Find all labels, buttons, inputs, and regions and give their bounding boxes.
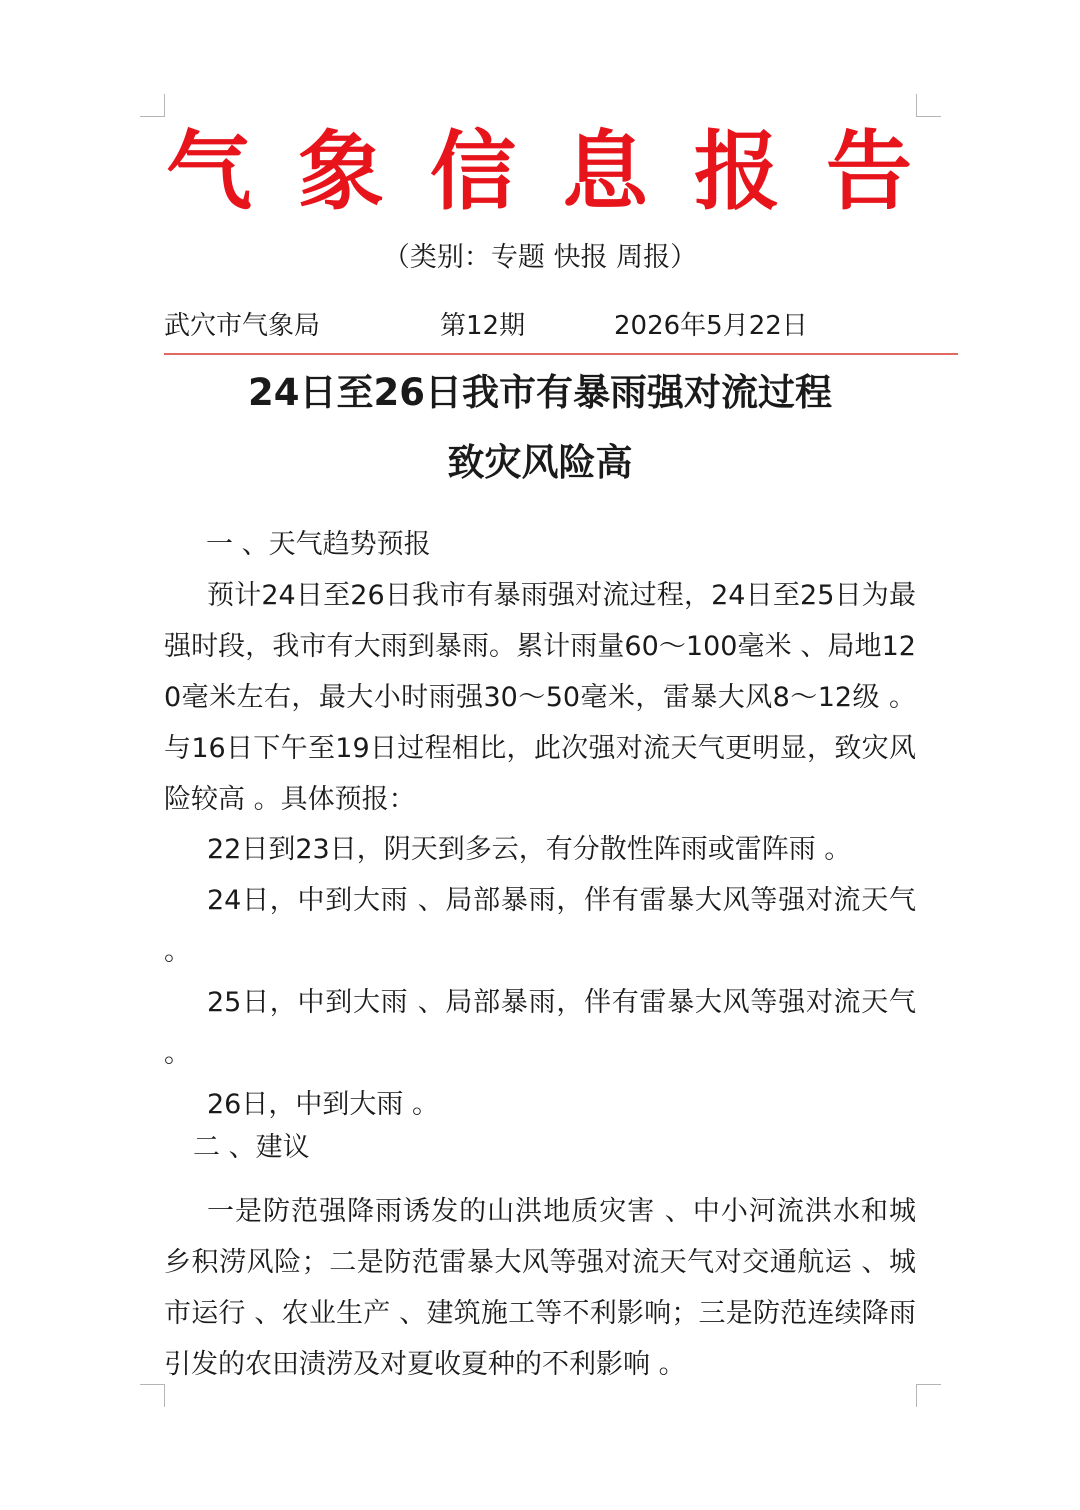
issue-date: 2026年5月22日 [614,311,808,341]
advice-paragraph: 一是防范强降雨诱发的山洪地质灾害 、中小河流洪水和城乡积涝风险；二是防范雷暴大风等强对流天气对交通航运 、城市运行 、农业生产 、建筑施工等不利影响；三是防范连续降雨引发的农田渍涝及对夏收夏种的不利影响 。 [164,1196,916,1380]
issue-number: 第12期 [440,311,526,341]
forecast-paragraph-25: 25日，中到大雨 、局部暴雨，伴有雷暴大风等强对流天气 。 [164,987,916,1069]
corner-mark-bottom-right [916,1384,941,1407]
headline-line-2: 致灾风险高 [447,441,633,484]
section-title-advice: 二 、建议 [193,1132,310,1163]
header-divider [164,353,958,355]
corner-mark-top-left [140,94,165,117]
section-title-forecast: 一 、天气趋势预报 [206,529,431,560]
masthead-title: 气象信息报告 [166,122,958,222]
forecast-paragraph-22-23: 22日到23日，阴天到多云，有分散性阵雨或雷阵雨 。 [207,834,852,865]
headline-line-1: 24日至26日我市有暴雨强对流过程 [248,371,832,414]
forecast-paragraph-24: 24日，中到大雨 、局部暴雨，伴有雷暴大风等强对流天气 。 [164,885,916,967]
corner-mark-bottom-left [140,1384,165,1407]
forecast-paragraph-26: 26日，中到大雨 。 [207,1089,439,1120]
forecast-paragraph-summary: 预计24日至26日我市有暴雨强对流过程，24日至25日为最强时段，我市有大雨到暴雨。累计雨量60～100毫米 、局地120毫米左右，最大小时雨强30～50毫米，雷暴大风8～12级 。与16日下午至19日过程相比，此次强对流天气更明显，致灾风险较高 。具体预报： [164,580,916,815]
category-line: （类别：专题 快报 周报） [382,242,698,273]
issuing-organization: 武穴市气象局 [164,311,321,341]
corner-mark-top-right [916,94,941,117]
